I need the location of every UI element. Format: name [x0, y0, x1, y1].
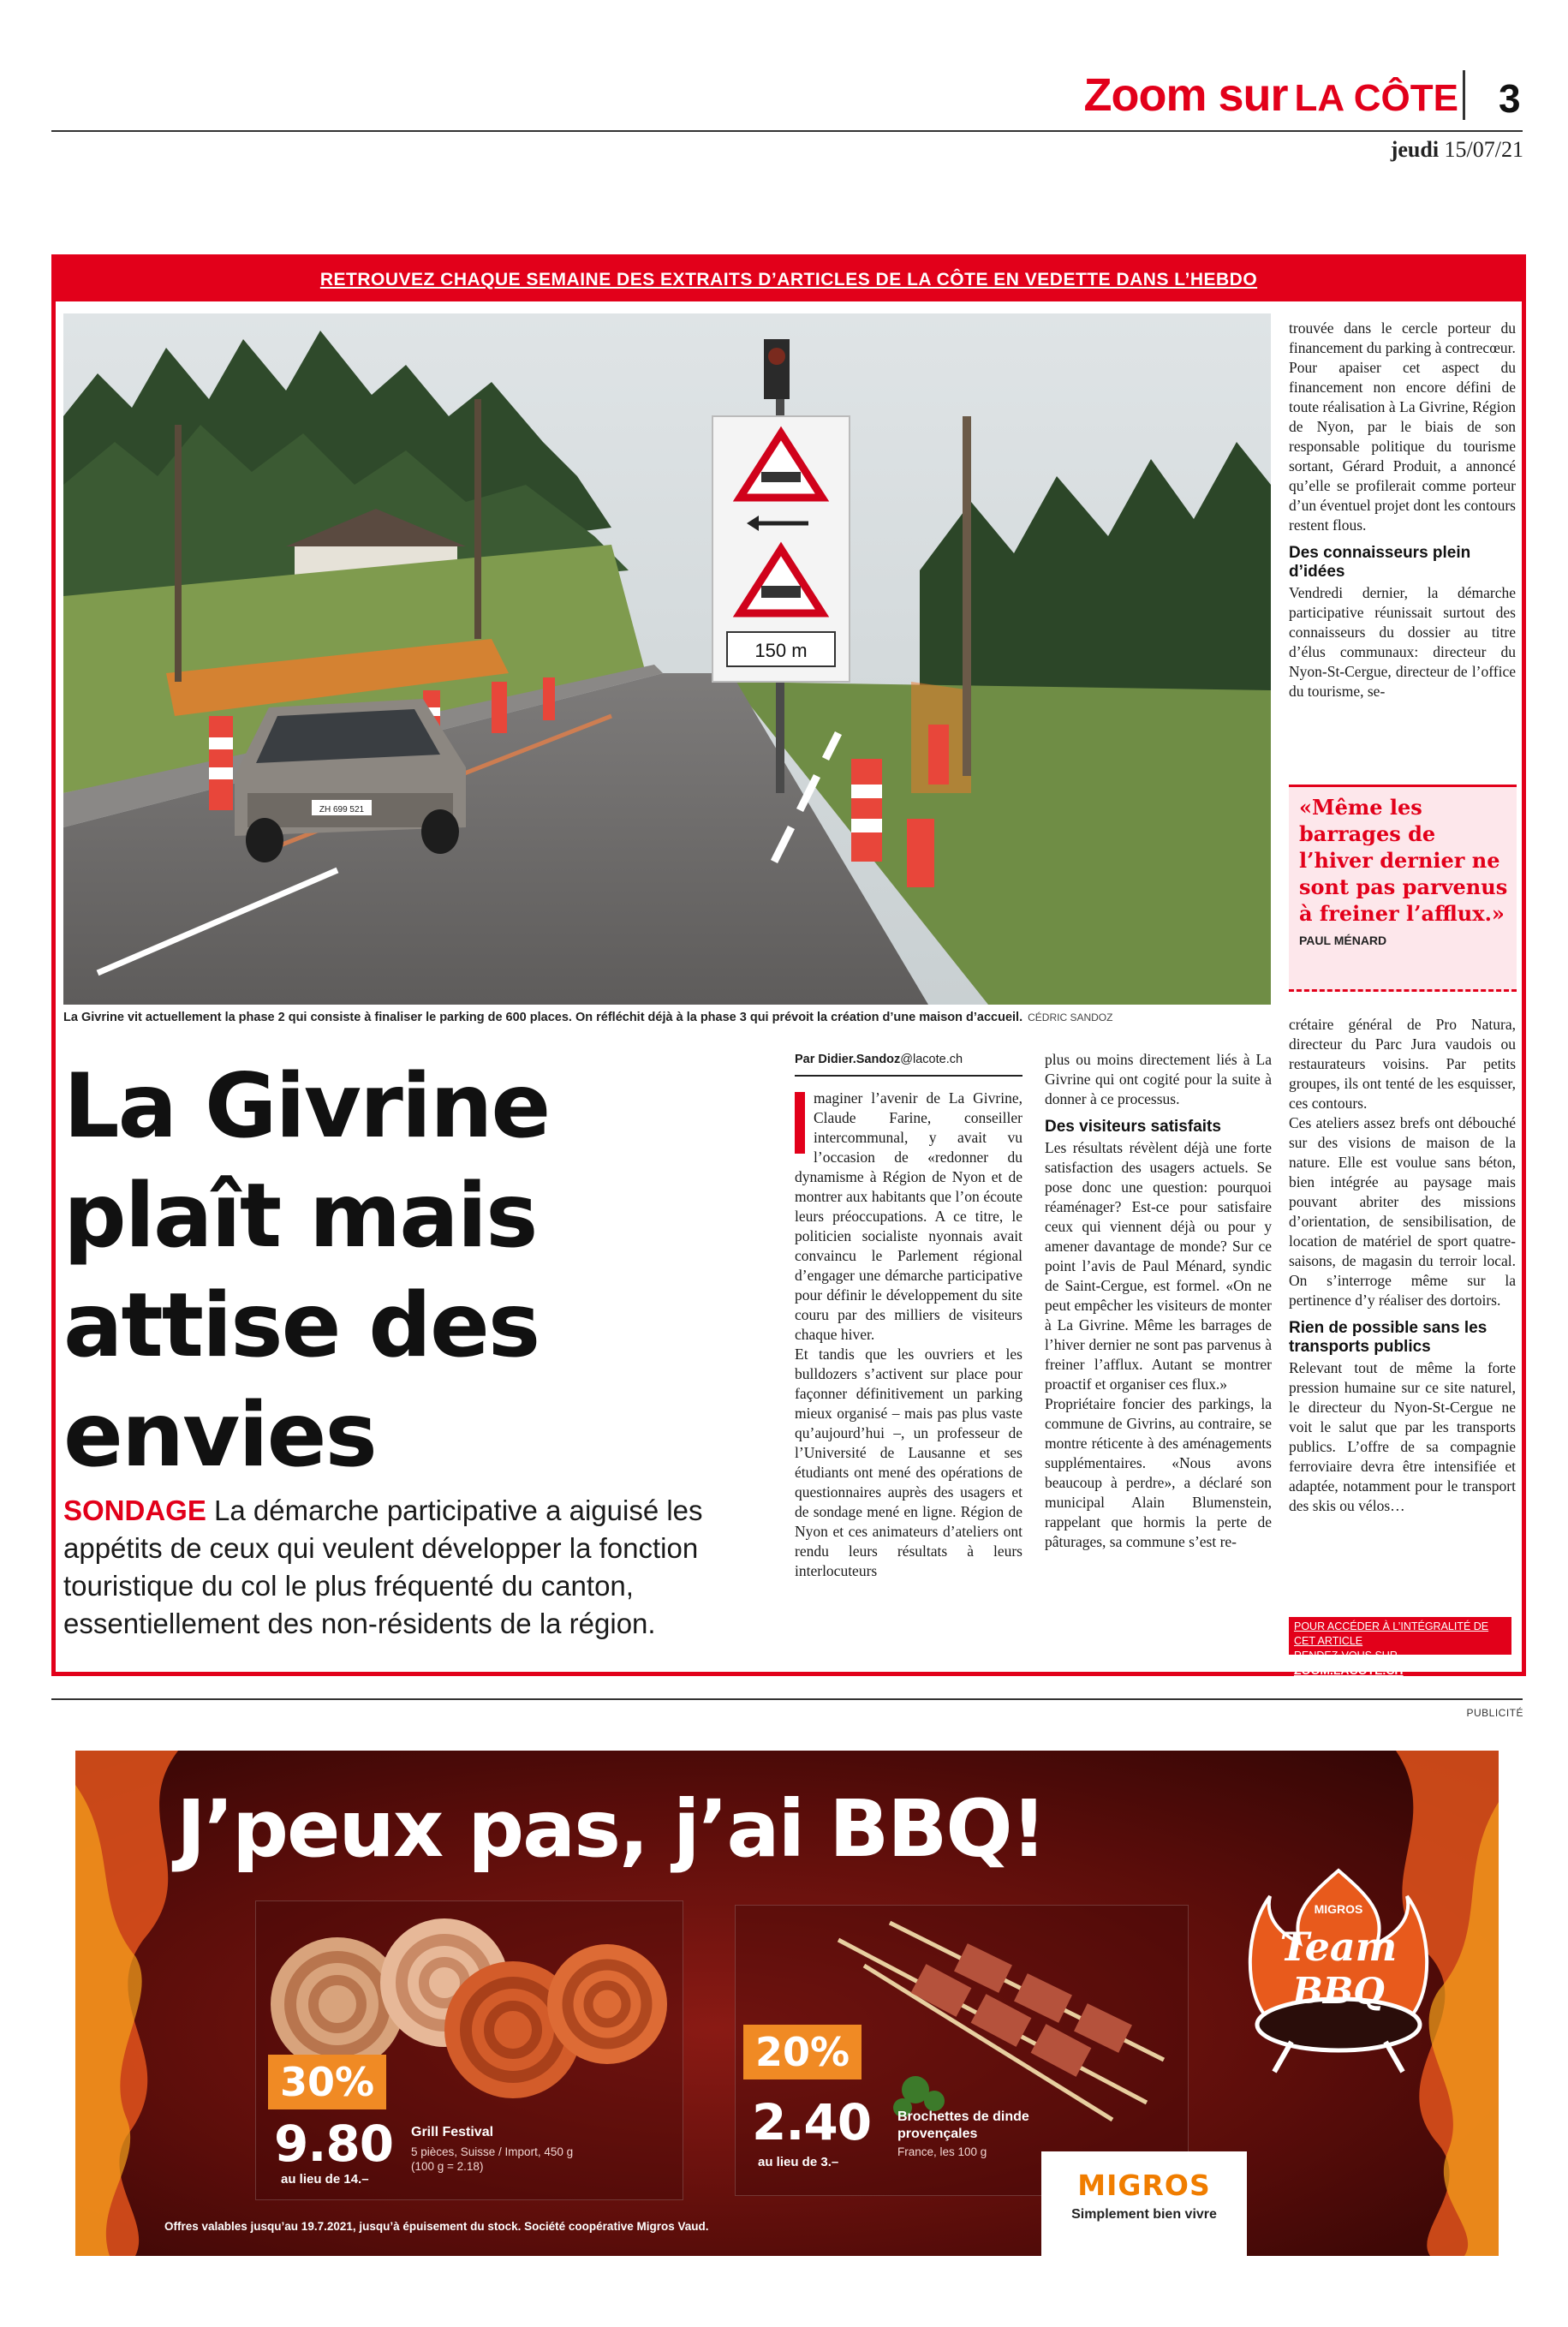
- headline-line: attise des: [63, 1274, 540, 1377]
- headline-line: envies: [63, 1384, 376, 1487]
- price-skewers: 2.40: [752, 2093, 872, 2151]
- subheading: Des visiteurs satisfaits: [1045, 1118, 1221, 1136]
- product-name-line: Brochettes de dinde: [897, 2109, 1029, 2124]
- article-column-1: [795, 1050, 1022, 1581]
- pull-quote: [1289, 785, 1517, 992]
- page-number: 3: [1499, 76, 1521, 121]
- former-price-sausages: au lieu de 14.–: [281, 2172, 369, 2187]
- full-article-link[interactable]: [1289, 1617, 1511, 1677]
- article-photo: [63, 313, 1271, 1005]
- photo-credit: CÉDRIC SANDOZ: [1028, 1011, 1113, 1023]
- price-sausages: 9.80: [274, 2115, 394, 2173]
- paragraph: Pour apaiser cet aspect du financement non encore défini de toute réalisation à La Givrine, Région de Nyon, par le biais de son responsable politique du tourisme sortant, Gérard Produit, a annoncé qu’elle se profilerait comme porteur d’un éventuel projet dont les contours restent flous.: [1289, 359, 1516, 534]
- lead-text: La démarche participative a aiguisé les appétits de ceux qui veulent développer la fonction touristique du col le plus fréquenté du canton, essentiellement des non-résidents de la région.: [63, 1495, 703, 1639]
- photo-caption: [63, 1011, 1279, 1024]
- byline-name: Par Didier.Sandoz: [795, 1053, 901, 1066]
- section-title-brand: LA CÔTE: [1294, 77, 1458, 119]
- byline: [795, 1050, 1022, 1077]
- photo-caption-text: La Givrine vit actuellement la phase 2 qui consiste à finaliser le parking de 600 places. On réfléchit déjà à la phase 3 qui prévoit la création d’une maison d’accueil.: [63, 1011, 1023, 1024]
- header-rule: [51, 130, 1523, 132]
- byline-domain[interactable]: @lacote.ch: [900, 1053, 963, 1066]
- product-name-line: provençales: [897, 2127, 978, 2141]
- publicite-rule: [51, 1698, 1523, 1700]
- subheading: Des connaisseurs plein d’idées: [1289, 544, 1471, 581]
- migros-ad[interactable]: [75, 1751, 1499, 2256]
- issue-date: [1391, 137, 1523, 163]
- pull-quote-text: «Même les barrages de l’hiver dernier ne sont pas parvenus à freiner l’afflux.»: [1299, 795, 1508, 926]
- pull-quote-author: PAUL MÉNARD: [1299, 934, 1387, 947]
- product-detail-sausages: [411, 2145, 582, 2174]
- subheading: Rien de possible sans les transports publics: [1289, 1319, 1488, 1356]
- discount-badge-skewers: 20%: [743, 2025, 862, 2079]
- link-line-2: RENDEZ-VOUS SUR ZOOM.LACOTE.CH: [1294, 1650, 1404, 1677]
- car-plate: ZH 699 521: [319, 805, 365, 814]
- paragraph: Les résultats révèlent déjà une forte satisfaction des usagers actuels. Se pose donc une question: pourquoi réaménager? Est-ce pour satisfaire ceux qui viennent déjà ou pour y amener davantage de monde? Sur ce point l’avis de Paul Ménard, syndic de Saint-Cergue, est formel. «On ne peut empêcher les visiteurs de monter à La Givrine. Même les barrages de l’hiver dernier ne sont pas parvenus à freiner l’afflux. Autant se montrer proactif et organiser ces flux.»: [1045, 1139, 1272, 1393]
- paragraph: maginer l’avenir de La Givrine, Claude Farine, conseiller intercommunal, y avait vu l’occasion de «redonner du dynamisme à Région de Nyon et de montrer aux habitants que l’on écoute leurs préoccupations. A ce titre, le politicien socialiste nyonnais avait convaincu le Parlement régional d’engager une démarche participative pour définir le développement du site couru par des milliers de visiteurs chaque hiver.: [795, 1089, 1022, 1343]
- paragraph: Et tandis que les ouvriers et les bulldozers s’activent sur place pour façonner définitivement un parking mieux organisé – mais pas plus vaste qu’aujourd’hui –, un professeur de l’Université de Lausanne et ses étudiants ont mené des opérations de questionnaires auprès des usagers et de sondage mené en ligne. Région de Nyon et ces animateurs d’ateliers ont rendu leurs résultats à leurs interlocuteurs: [795, 1345, 1022, 1579]
- headline-line: plaît mais: [63, 1165, 537, 1268]
- team-logo-line1: Team: [1279, 1924, 1398, 1970]
- paragraph: Vendredi dernier, la démarche participative réunissait surtout des connaisseurs du dossier au titre d’élus communaux: directeur du Nyon-St-Cergue, directeur de l’office du tourisme, se-: [1289, 584, 1516, 700]
- paragraph: plus ou moins directement liés à La Givrine qui ont cogité pour la suite à donner à ce processus.: [1045, 1051, 1272, 1107]
- article-column-3: [1289, 1015, 1516, 1516]
- sign-distance: 150 m: [754, 640, 808, 661]
- former-price-skewers: au lieu de 3.–: [758, 2155, 839, 2169]
- paragraph: crétaire général de Pro Natura, directeur du Parc Jura vaudois ou restaurateurs voisins. Par petits groupes, ils ont tenté de les esquisser, ces contours.: [1289, 1016, 1516, 1112]
- section-title: [1084, 69, 1458, 122]
- paragraph: Relevant tout de même la forte pression humaine sur ce site naturel, le directeur du Nyon-St-Cergue ne voit le salut que par les transports publics. L’offre de sa compagnie ferroviaire devra être intensifiée et adaptée, notamment pour le transport des skis ou vélos…: [1289, 1359, 1516, 1514]
- team-bbq-logo: [1240, 1862, 1437, 2076]
- section-title-zoom: Zoom sur: [1083, 69, 1288, 121]
- dropcap-bar: [795, 1092, 805, 1154]
- article-column-3-top: [1289, 319, 1516, 701]
- link-line-1: POUR ACCÉDER À L’INTÉGRALITÉ DE CET ARTICLE: [1294, 1620, 1489, 1647]
- team-logo-top: MIGROS: [1314, 1902, 1363, 1916]
- product-detail-line: 5 pièces, Suisse / Import, 450 g: [411, 2145, 574, 2158]
- ad-title: J’peux pas, j’ai BBQ!: [176, 1783, 1046, 1875]
- migros-slogan: Simplement bien vivre: [1071, 2207, 1217, 2222]
- product-name-sausages: Grill Festival: [411, 2125, 494, 2139]
- team-logo-line2: BBQ: [1292, 1970, 1385, 2012]
- migros-logo: MIGROS: [1077, 2169, 1211, 2202]
- discount-badge-sausages: 30%: [268, 2055, 386, 2109]
- issue-date-value: 15/07/21: [1444, 137, 1523, 162]
- paragraph: Ces ateliers assez brefs ont débouché sur des visions de maison de la nature. Elle est voulue sans béton, bien intégrée au paysage mais pouvant abriter des missions d’orientation, de sensibilisation, de location de matériel de sport quatre-saisons, de magasin du terroir local. On s’interroge même sur la pertinence d’y réaliser des dortoirs.: [1289, 1114, 1516, 1309]
- publicite-label: PUBLICITÉ: [1466, 1707, 1523, 1719]
- article-column-2: [1045, 1050, 1272, 1552]
- banner: [56, 259, 1522, 301]
- ad-offer-terms: Offres valables jusqu’au 19.7.2021, jusqu’à épuisement du stock. Société coopérative Migros Vaud.: [164, 2220, 709, 2233]
- header-separator: [1463, 70, 1465, 120]
- product-name-skewers: [897, 2109, 1069, 2143]
- paragraph: trouvée dans le cercle porteur du financement du parking à contrecœur.: [1289, 319, 1516, 356]
- product-detail-line: (100 g = 2.18): [411, 2160, 484, 2173]
- banner-text: RETROUVEZ CHAQUE SEMAINE DES EXTRAITS D’ARTICLES DE LA CÔTE EN VEDETTE DANS L’HEBDO: [319, 270, 1258, 289]
- link-url[interactable]: ZOOM.LACOTE.CH: [1294, 1663, 1404, 1677]
- headline-line: La Givrine: [63, 1055, 550, 1158]
- issue-weekday: jeudi: [1390, 137, 1440, 162]
- migros-brand-box[interactable]: [1041, 2151, 1247, 2256]
- lead-kicker: SONDAGE: [63, 1495, 206, 1526]
- paragraph: Propriétaire foncier des parkings, la commune de Givrins, au contraire, se montre réticente à des aménagements supplémentaires. «Nous avons beaucoup à perdre», a déclaré son municipal Alain Blumenstein, rappelant que hormis la perte de pâturages, sa commune s’est re-: [1045, 1395, 1272, 1550]
- article-headline: [63, 1052, 766, 1490]
- product-detail-skewers: France, les 100 g: [897, 2145, 987, 2158]
- article-lead: [63, 1492, 748, 1643]
